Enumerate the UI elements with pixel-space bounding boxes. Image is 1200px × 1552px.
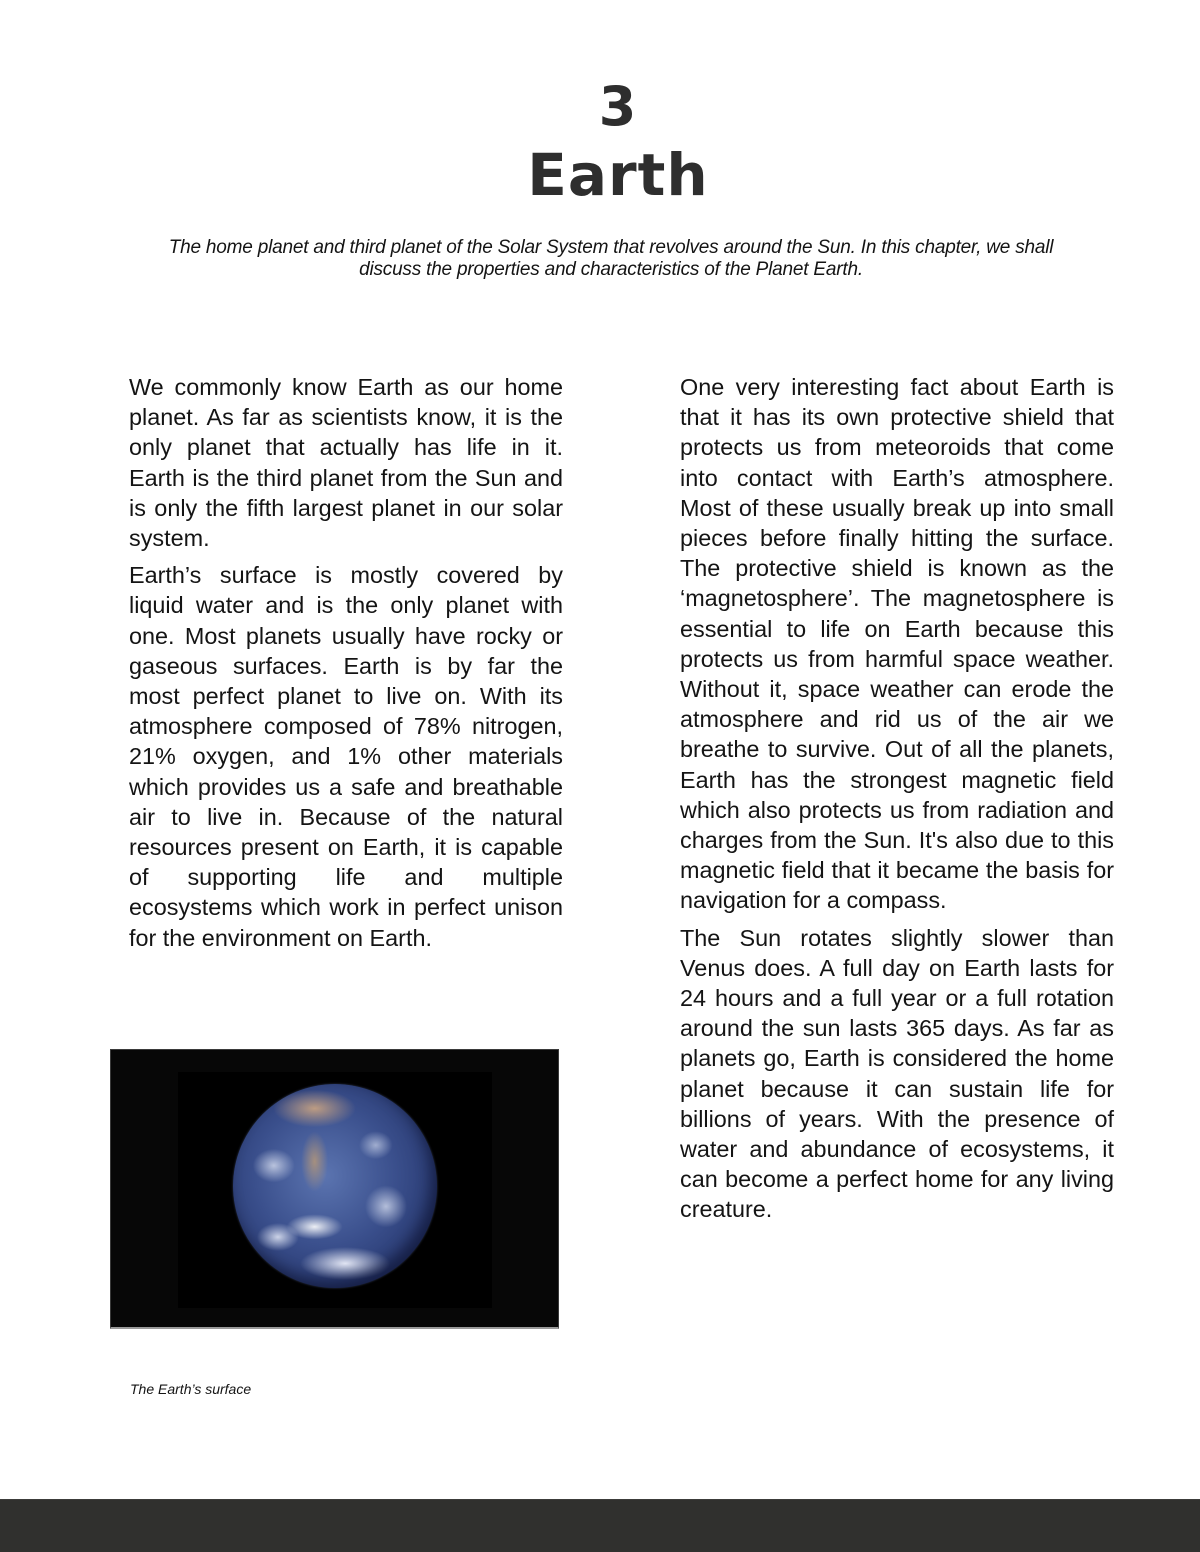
chapter-subtitle: The home planet and third planet of the Solar System that revolves around the Sun. In this chapter, we shall discuss the properties and characteristics of the Planet Earth. [168, 237, 1054, 280]
earth-image [110, 1049, 559, 1329]
paragraph: One very interesting fact about Earth is that it has its own protective shield that protects us from meteoroids that come into contact with Earth’s atmosphere. Most of these usually break up into small pieces before finally hitting the surface. The protective shield is known as the ‘magnetosphere’. The magnetosphere is essential to life on Earth because this protects us from harmful space weather. Without it, space weather can erode the atmosphere and rid us of the air we breathe to survive. Out of all the planets, Earth has the strongest magnetic field which also protects us from radiation and charges from the Sun. It's also due to this magnetic field that it became the basis for navigation for a compass. [680, 374, 1114, 914]
left-text-column [129, 372, 563, 960]
right-text-column [680, 372, 1114, 1232]
footer-bar [0, 1499, 1200, 1552]
chapter-number: 3 [598, 75, 638, 138]
paragraph: The Sun rotates slightly slower than Venus does. A full day on Earth lasts for 24 hours and a full year or a full rotation around the sun lasts 365 days. As far as planets go, Earth is considered the home planet because it can sustain life for billions of years. With the presence of water and abundance of ecosystems, it can become a perfect home for any living creature. [680, 924, 1114, 1223]
chapter-title: Earth [527, 141, 709, 209]
figure-caption: The Earth’s surface [130, 1381, 252, 1397]
paragraph: Earth’s surface is mostly covered by liquid water and is the only planet with one. Most planets usually have rocky or gaseous surfaces. Earth is by far the most perfect planet to live on. With its atmosphere composed of 78% nitrogen, 21% oxygen, and 1% other materials which provides us a safe and breathable air to live in. Because of the natural resources present on Earth, it is capable of supporting life and multiple ecosystems which work in perfect unison for the environment on Earth. [129, 562, 563, 951]
paragraph: We commonly know Earth as our home planet. As far as scientists know, it is the only planet that actually has life in it. Earth is the third planet from the Sun and is only the fifth largest planet in our solar system. [129, 374, 563, 552]
earth-globe-graphic [233, 1084, 437, 1288]
